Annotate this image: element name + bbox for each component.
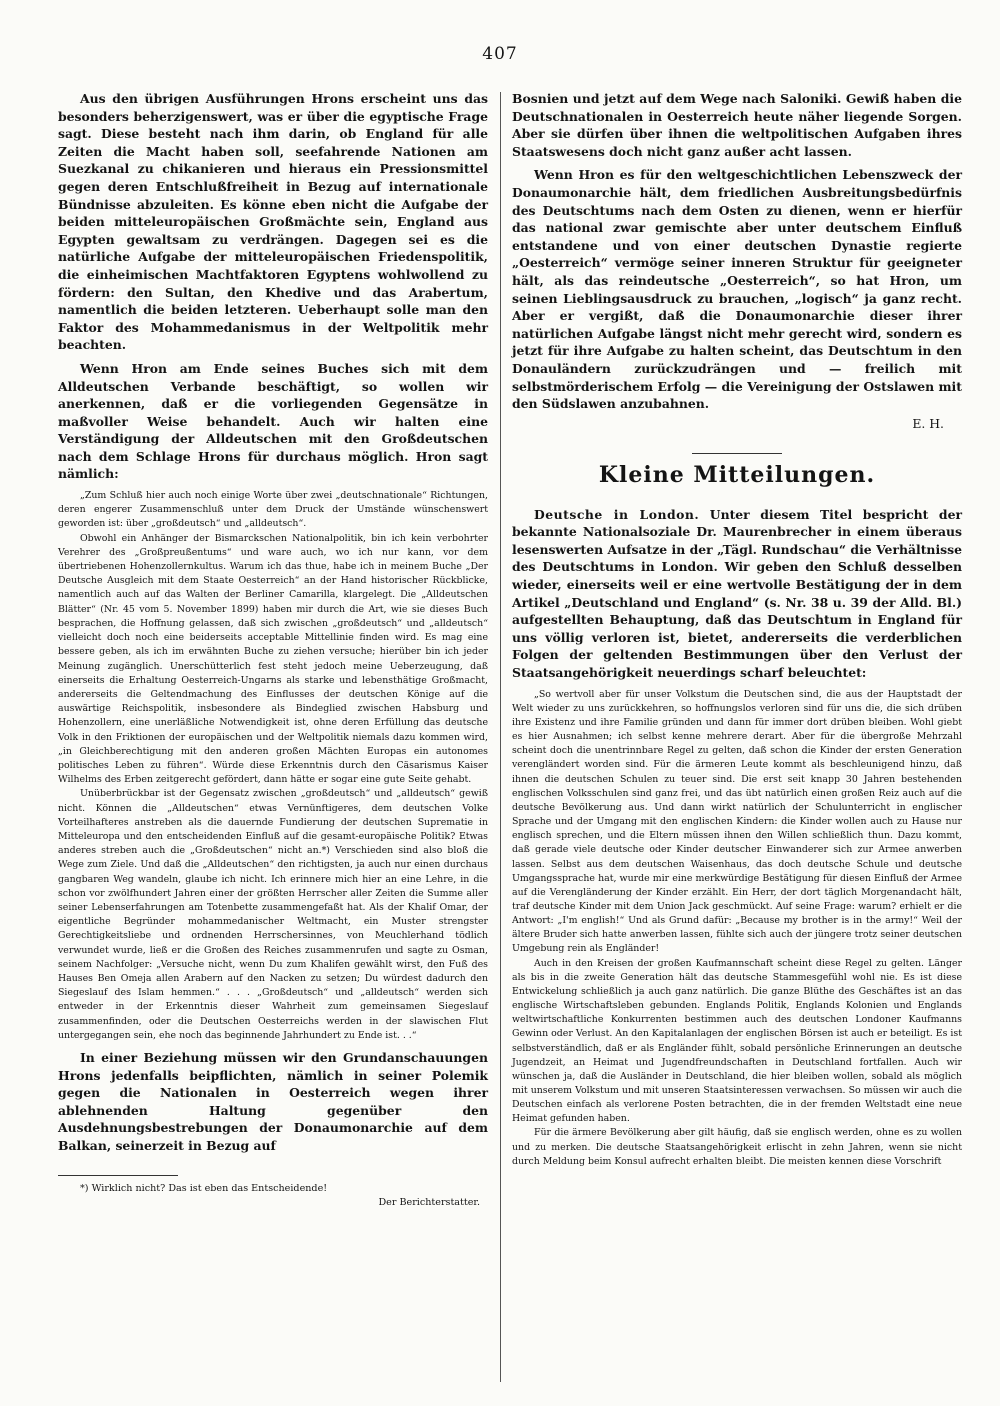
section-rule xyxy=(692,453,782,454)
left-quote-3: Unüberbrückbar ist der Gegensatz zwischen „großdeutsch“ und „alldeutsch“ gewiß nicht. Können die „Alldeutschen“ etwas Vernünftigeres, dem deutschen Volke Vorteilhafteres anstreben als die dauernde Fundierung der deutschen Suprematie in Mitteleuropa und den entscheidenden Einfluß auf die gesamt-europäische Politik? Etwas anderes streben auch die „Großdeutschen“ nicht an.*) Verschieden sind also bloß die Wege zum Ziele. Und daß die „Alldeutschen“ den richtigsten, ja auch nur einen durchaus gangbaren Weg wandeln, glaube ich nicht. Ich erinnere mich hier an eine Lehre, in die schon vor zwölfhundert Jahren einer der größten Herrscher aller Zeiten die Summe aller seiner Lebenserfahrungen am Totenbette zusammengefaßt hat. Als der Khalif Omar, der eigentliche Begründer mohammedanischer Weltmacht, ein Muster strengster Gerechtigkeitsliebe und ordnenden Herrschersinnes, von Meuchlerhand tödlich verwundet wurde, ließ er die Großen des Reiches zusammenrufen und sagte zu Osman, seinem Nachfolger: „Versuche nicht, wenn Du zum Khalifen gewählt wirst, den Fuß des Hauses Ben Omeja allen Arabern auf den Nacken zu setzen; Du würdest dadurch den Siegeslauf des Islam hemmen.“ . . . „Großdeutsch“ und „alldeutsch“ werden sich entweder in der Erkenntnis dieser Wahrheit zum gemeinsamen Siegeslauf zusammenfinden, oder die Deutschen Oesterreichs werden in der slawischen Flut untergegangen sein, ehe noch das beginnende Jahrhundert zu Ende ist. . .“ xyxy=(58,788,488,1041)
left-paragraph-2: Wenn Hron am Ende seines Buches sich mit dem Alldeutschen Verbande beschäftigt, so wollen wir anerkennen, daß er die vorliegenden Gegensätze in maßvoller Weise behandelt. Auch wir halten eine Verständigung der Alldeutschen mit den Großdeutschen nach dem Schlage Hrons für durchaus möglich. Hron sagt nämlich: xyxy=(58,360,488,482)
right-paragraph-3-text: Unter diesem Titel bespricht der bekannte Nationalsoziale Dr. Maurenbrecher in einem überaus lesenswerten Aufsatze in der „Tägl. Rundschau“ die Verhältnisse des Deutschtums in London. Wir geben den Schluß desselben wieder, einerseits weil er eine wertvolle Bestätigung der in dem Artikel „Deutschland und England“ (s. Nr. 38 u. 39 der Alld. Bl.) aufgestellten Behauptung, daß das Deutschtum in England für uns völlig verloren ist, bietet, andererseits die verderblichen Folgen der geltenden Bestimmungen über den Verlust der Staatsangehörigkeit neuerdings scharf beleuchtet: xyxy=(512,506,962,681)
footnote-rule xyxy=(58,1175,178,1176)
footnote: *) Wirklich nicht? Das ist eben das Entscheidende! xyxy=(80,1182,328,1194)
left-quote-2: Obwohl ein Anhänger der Bismarckschen Nationalpolitik, bin ich kein verbohrter Verehrer des „Großpreußentums“ und ware auch, wo ich nur kann, vor dem übertriebenen Hohenzollernkultus. Warum ich das thue, habe ich in meinem Buche „Der Deutsche Ausgleich mit dem Staate Oesterreich“ an der Hand historischer Rückblicke, namentlich auch auf das Walten der Berliner Camarilla, klargelegt. Die „Alldeutschen Blätter“ (Nr. 45 vom 5. November 1899) haben mir durch die Art, wie sie dieses Buch besprachen, die Hoffnung gelassen, daß sich zwischen „großdeutsch“ und „alldeutsch“ vielleicht doch noch eine beiderseits acceptable Mittellinie finden wird. Es mag eine bessere geben, als ich im erwähnten Buche zu ziehen versuche; hierüber bin ich jeder Meinung zugänglich. Unerschütterlich fest steht jedoch meine Ueberzeugung, daß einerseits die Erhaltung Oesterreich-Ungarns als starke und lebensthätige Großmacht, andererseits die Geltendmachung des Einflusses der deutschen Könige auf die auswärtige Reichspolitik, insbesondere als Bindeglied zwischen Habsburg und Hohenzollern, eine unerläßliche Notwendigkeit ist, ohne deren Erfüllung das deutsche Volk in den Friktionen der europäischen und der Weltpolitik niemals dazu kommen wird, „in Gleichberechtigung mit den anderen großen Mächten Europas ein autonomes politisches Leben zu führen“. Würde diese Erkenntnis durch den Cäsarismus Kaiser Wilhelms des Erben zeitgerecht gefördert, dann hätte er sogar eine gute Seite gehabt. xyxy=(58,532,488,786)
section-heading: Kleine Mitteilungen. xyxy=(598,461,876,488)
article-signature: E. H. xyxy=(912,415,944,431)
right-paragraph-1: Bosnien und jetzt auf dem Wege nach Saloniki. Gewiß haben die Deutschnationalen in Oesterreich heute näher liegende Sorgen. Aber sie dürfen über ihnen die weltpolitischen Aufgaben ihres Staatswesens doch nicht ganz außer acht lassen. xyxy=(512,91,962,159)
right-quote-2: Auch in den Kreisen der großen Kaufmannschaft scheint diese Regel zu gelten. Länger als bis in die zweite Generation hält das deutsche Stammesgefühl wohl nie. Es ist diese Entwickelung schließlich ja auch ganz natürlich. Die ganze Blüthe des Geschäftes ist an das englische Wirtschaftsleben gebunden. Englands Politik, Englands Kolonien und Englands weltwirtschaftliche Konkurrenten bestimmen auch des deutschen Londoner Kaufmanns Gewinn oder Verlust. An den Kapitalanlagen der englischen Börsen ist auch er beteiligt. Es ist selbstverständlich, daß er als Engländer fühlt, sobald persönliche Erinnerungen an deutsche Jugendzeit, an Heimat und Jugendfreundschaften in Deutschland fortfallen. Auch wir wünschen ja, daß die Ausländer in Deutschland, die hier bleiben wollen, sobald als möglich mit unserem Volkstum und mit unseren Staatsinteressen verwachsen. So müssen wir auch die Deutschen einfach als verlorene Posten betrachten, die in der fremden Weltstadt eine neue Heimat gefunden haben. xyxy=(512,957,962,1125)
subhead: Deutsche in London. xyxy=(534,506,700,522)
right-quote-3: Für die ärmere Bevölkerung aber gilt häufig, daß sie englisch werden, ohne es zu wollen und zu merken. Die deutsche Staatsangehörigkeit erlischt in zehn Jahren, wenn sie nicht durch Meldung beim Konsul aufrecht erhalten bleibt. Die meisten kennen diese Vorschrift xyxy=(512,1127,962,1167)
footnote-signature: Der Berichterstatter. xyxy=(378,1196,480,1208)
left-quote-1: „Zum Schluß hier auch noch einige Worte über zwei „deutschnationale“ Richtungen, deren engerer Zusammenschluß unter dem Druck der Umstände wünschenswert geworden ist: über „großdeutsch“ und „alldeutsch“. xyxy=(58,490,488,530)
page-number: 407 xyxy=(482,44,518,64)
left-column xyxy=(58,90,488,1210)
left-paragraph-1: Aus den übrigen Ausführungen Hrons erscheint uns das besonders beherzigenswert, was er über die egyptische Frage sagt. Diese besteht nach ihm darin, ob England für alle Zeiten die Macht haben soll, seefahrende Nationen am Suezkanal zu chikanieren und hieraus ein Pressionsmittel gegen deren Entschlußfreiheit in Bezug auf internationale Bündnisse abzuleiten. Es könne eben nicht die Aufgabe der beiden mitteleuropäischen Großmächte sein, England aus Egypten gewaltsam zu verdrängen. Dagegen sei es die natürliche Aufgabe der mitteleuropäischen Friedenspolitik, die einheimischen Machtfaktoren Egyptens wohlwollend zu fördern: den Sultan, den Khedive und das Arabertum, namentlich die beiden letzteren. Ueberhaupt solle man den Faktor des Mohammedanismus in der Weltpolitik mehr beachten. xyxy=(58,91,488,353)
right-paragraph-2: Wenn Hron es für den weltgeschichtlichen Lebenszweck der Donaumonarchie hält, dem friedlichen Ausbreitungsbedürfnis des Deutschtums nach dem Osten zu dienen, wenn er hierfür das national zwar gemischte aber unter deutschem Einfluß entstandene und von einer deutschen Dynastie regierte „Oesterreich“ vermöge seiner inneren Struktur für geeigneter hält, als das reindeutsche „Oesterreich“, so hat Hron, um seinen Lieblingsausdruck zu brauchen, „logisch“ ja ganz recht. Aber er vergißt, daß die Donaumonarchie dieser ihrer natürlichen Aufgabe längst nicht mehr gerecht wird, sondern es jetzt für ihre Aufgabe zu halten scheint, das Deutschtum in den Donauländern zurückzudrängen und — freilich mit selbstmörderischem Erfolg — die Vereinigung der Ostslawen mit den Südslawen anzubahnen. xyxy=(512,167,962,412)
left-paragraph-3: In einer Beziehung müssen wir den Grundanschauungen Hrons jedenfalls beipflichten, nämlich in seiner Polemik gegen die Nationalen in Oesterreich wegen ihrer ablehnenden Haltung gegenüber den Ausdehnungsbestrebungen der Donaumonarchie auf dem Balkan, seinerzeit in Bezug auf xyxy=(58,1049,488,1153)
column-divider xyxy=(500,92,501,1382)
right-paragraph-3 xyxy=(512,506,962,682)
right-column xyxy=(512,90,962,1169)
right-quote-1: „So wertvoll aber für unser Volkstum die Deutschen sind, die aus der Hauptstadt der Welt wieder zu uns zurückkehren, so hoffnungslos verloren sind für uns die, die sich drüben ihre Existenz und ihre Familie gründen und dann für immer dort drüben bleiben. Wohl giebt es hier Ausnahmen; ich selbst kenne mehrere derart. Aber für die übergroße Mehrzahl scheint doch die unentrinnbare Regel zu gelten, daß schon die Kinder der ersten Generation verengländert worden sind. Für die ärmeren Leute kommt als beschleunigend hinzu, daß ihnen die deutschen Schulen zu teuer sind. Die erst seit knapp 30 Jahren bestehenden englischen Volksschulen sind ganz frei, und das übt natürlich einen großen Reiz auch auf die deutsche Bevölkerung aus. Und dann wirkt natürlich der Schulunterricht in englischer Sprache und der Umgang mit den englischen Kindern: die Kinder wollen auch zu Hause nur englisch sprechen, und die Eltern müssen ihnen den Willen schließlich thun. Dazu kommt, daß gerade viele deutsche oder Kinder deutscher Einwanderer sich zur Armee anwerben lassen. Selbst aus dem deutschen Waisenhaus, das doch deutsche Schule und deutsche Umgangssprache hat, wurde mir eine merkwürdige Bestätigung für diesen Einfluß der Armee auf die Verengländerung der Kinder erzählt. Ein Herr, der dort täglich Morgenandacht hält, traf deutsche Kinder mit dem Union Jack geschmückt. Auf seine Frage: warum? erhielt er die Antwort: „I'm english!“ Und als Grund dafür: „Because my brother is in the army!“ Weil der ältere Bruder sich hatte anwerben lassen, fühlte sich auch der jüngere trotz seiner deutschen Umgebung rein als Engländer! xyxy=(512,688,962,955)
